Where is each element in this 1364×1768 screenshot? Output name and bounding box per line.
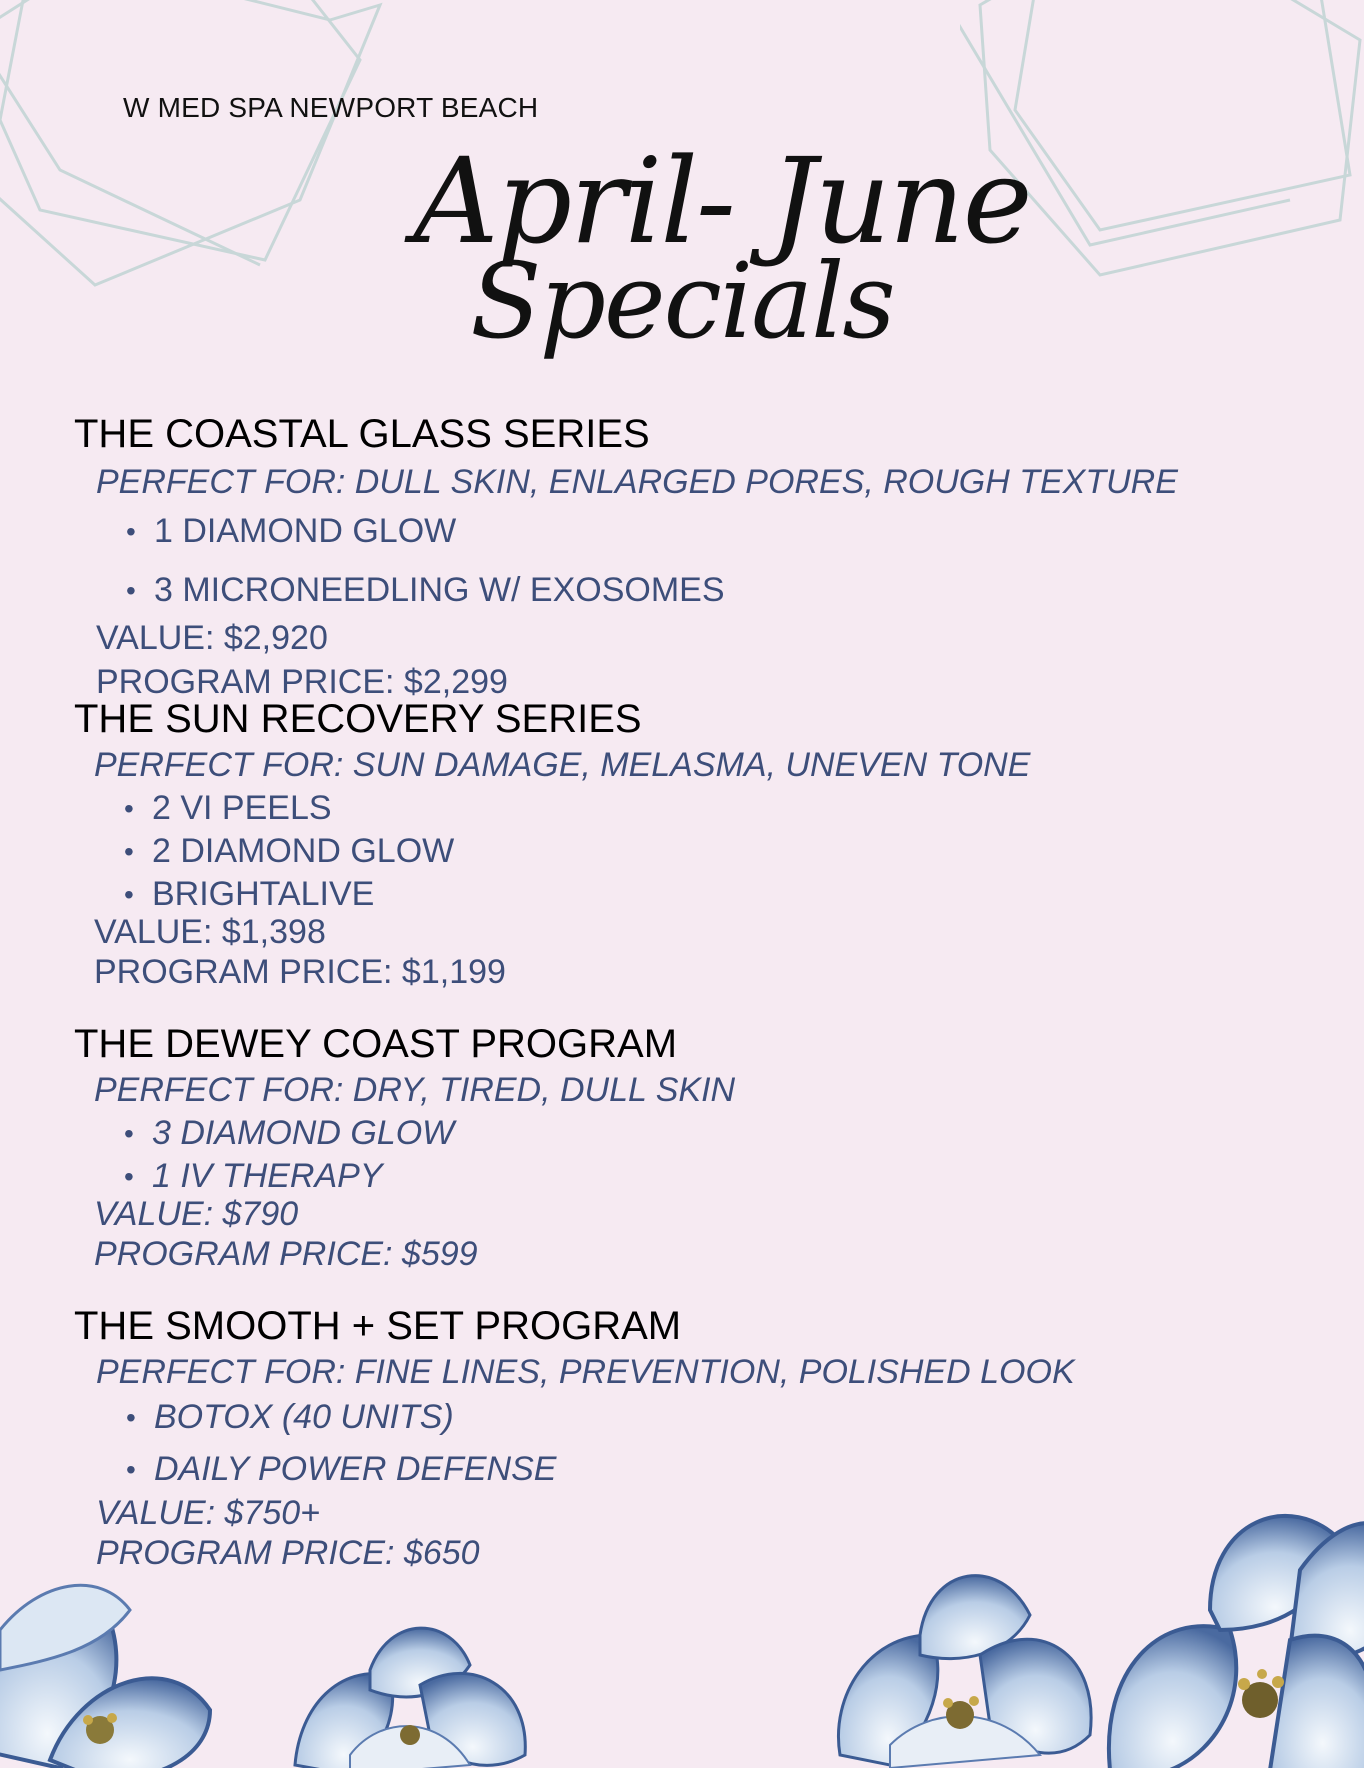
section-title: THE DEWEY COAST PROGRAM xyxy=(74,1022,678,1066)
list-item: • 1 DIAMOND GLOW xyxy=(126,510,1178,553)
perfect-for: PERFECT FOR: SUN DAMAGE, MELASMA, UNEVEN TONE xyxy=(94,746,1031,784)
list-item: • BRIGHTALIVE xyxy=(124,873,1030,916)
treatment-list xyxy=(124,1112,735,1198)
program-price: PROGRAM PRICE: $1,199 xyxy=(94,953,506,991)
program-price: PROGRAM PRICE: $2,299 xyxy=(96,663,508,701)
program-price: PROGRAM PRICE: $599 xyxy=(94,1235,478,1273)
list-item: • BOTOX (40 UNITS) xyxy=(126,1396,1075,1439)
perfect-for: PERFECT FOR: DULL SKIN, ENLARGED PORES, ROUGH TEXTURE xyxy=(96,463,1178,501)
section-title: THE COASTAL GLASS SERIES xyxy=(74,412,650,456)
list-item: • 3 DIAMOND GLOW xyxy=(124,1112,735,1155)
program-price: PROGRAM PRICE: $650 xyxy=(96,1534,480,1572)
title-line-2: Specials xyxy=(470,240,894,362)
list-item: • 3 MICRONEEDLING W/ EXOSOMES xyxy=(126,569,1178,612)
perfect-for: PERFECT FOR: FINE LINES, PREVENTION, POLISHED LOOK xyxy=(96,1353,1075,1391)
treatment-list xyxy=(124,787,1030,916)
section-title: THE SMOOTH + SET PROGRAM xyxy=(74,1304,682,1348)
flower-icon xyxy=(295,1628,525,1768)
special-coastal-glass xyxy=(74,410,1178,704)
title-line-1: April- June xyxy=(413,132,1031,270)
treatment-list xyxy=(126,1396,1075,1491)
list-item: • 2 VI PEELS xyxy=(124,787,1030,830)
perfect-for: PERFECT FOR: DRY, TIRED, DULL SKIN xyxy=(94,1071,736,1109)
list-item: • 1 IV THERAPY xyxy=(124,1155,735,1198)
flower-decoration-bottom xyxy=(0,1490,1364,1768)
value-text: VALUE: $790 xyxy=(94,1195,299,1233)
flower-icon xyxy=(1109,1516,1364,1768)
brand-name: W MED SPA NEWPORT BEACH xyxy=(123,92,539,123)
flower-icon xyxy=(838,1576,1091,1768)
value-text: VALUE: $1,398 xyxy=(94,913,326,951)
special-sun-recovery xyxy=(74,695,1030,994)
special-dewey-coast xyxy=(74,1020,735,1276)
treatment-list xyxy=(126,510,1178,612)
section-title: THE SUN RECOVERY SERIES xyxy=(74,697,642,741)
flower-icon xyxy=(0,1585,210,1768)
value-text: VALUE: $2,920 xyxy=(96,619,328,657)
list-item: • DAILY POWER DEFENSE xyxy=(126,1448,1075,1491)
list-item: • 2 DIAMOND GLOW xyxy=(124,830,1030,873)
value-text: VALUE: $750+ xyxy=(96,1494,321,1532)
